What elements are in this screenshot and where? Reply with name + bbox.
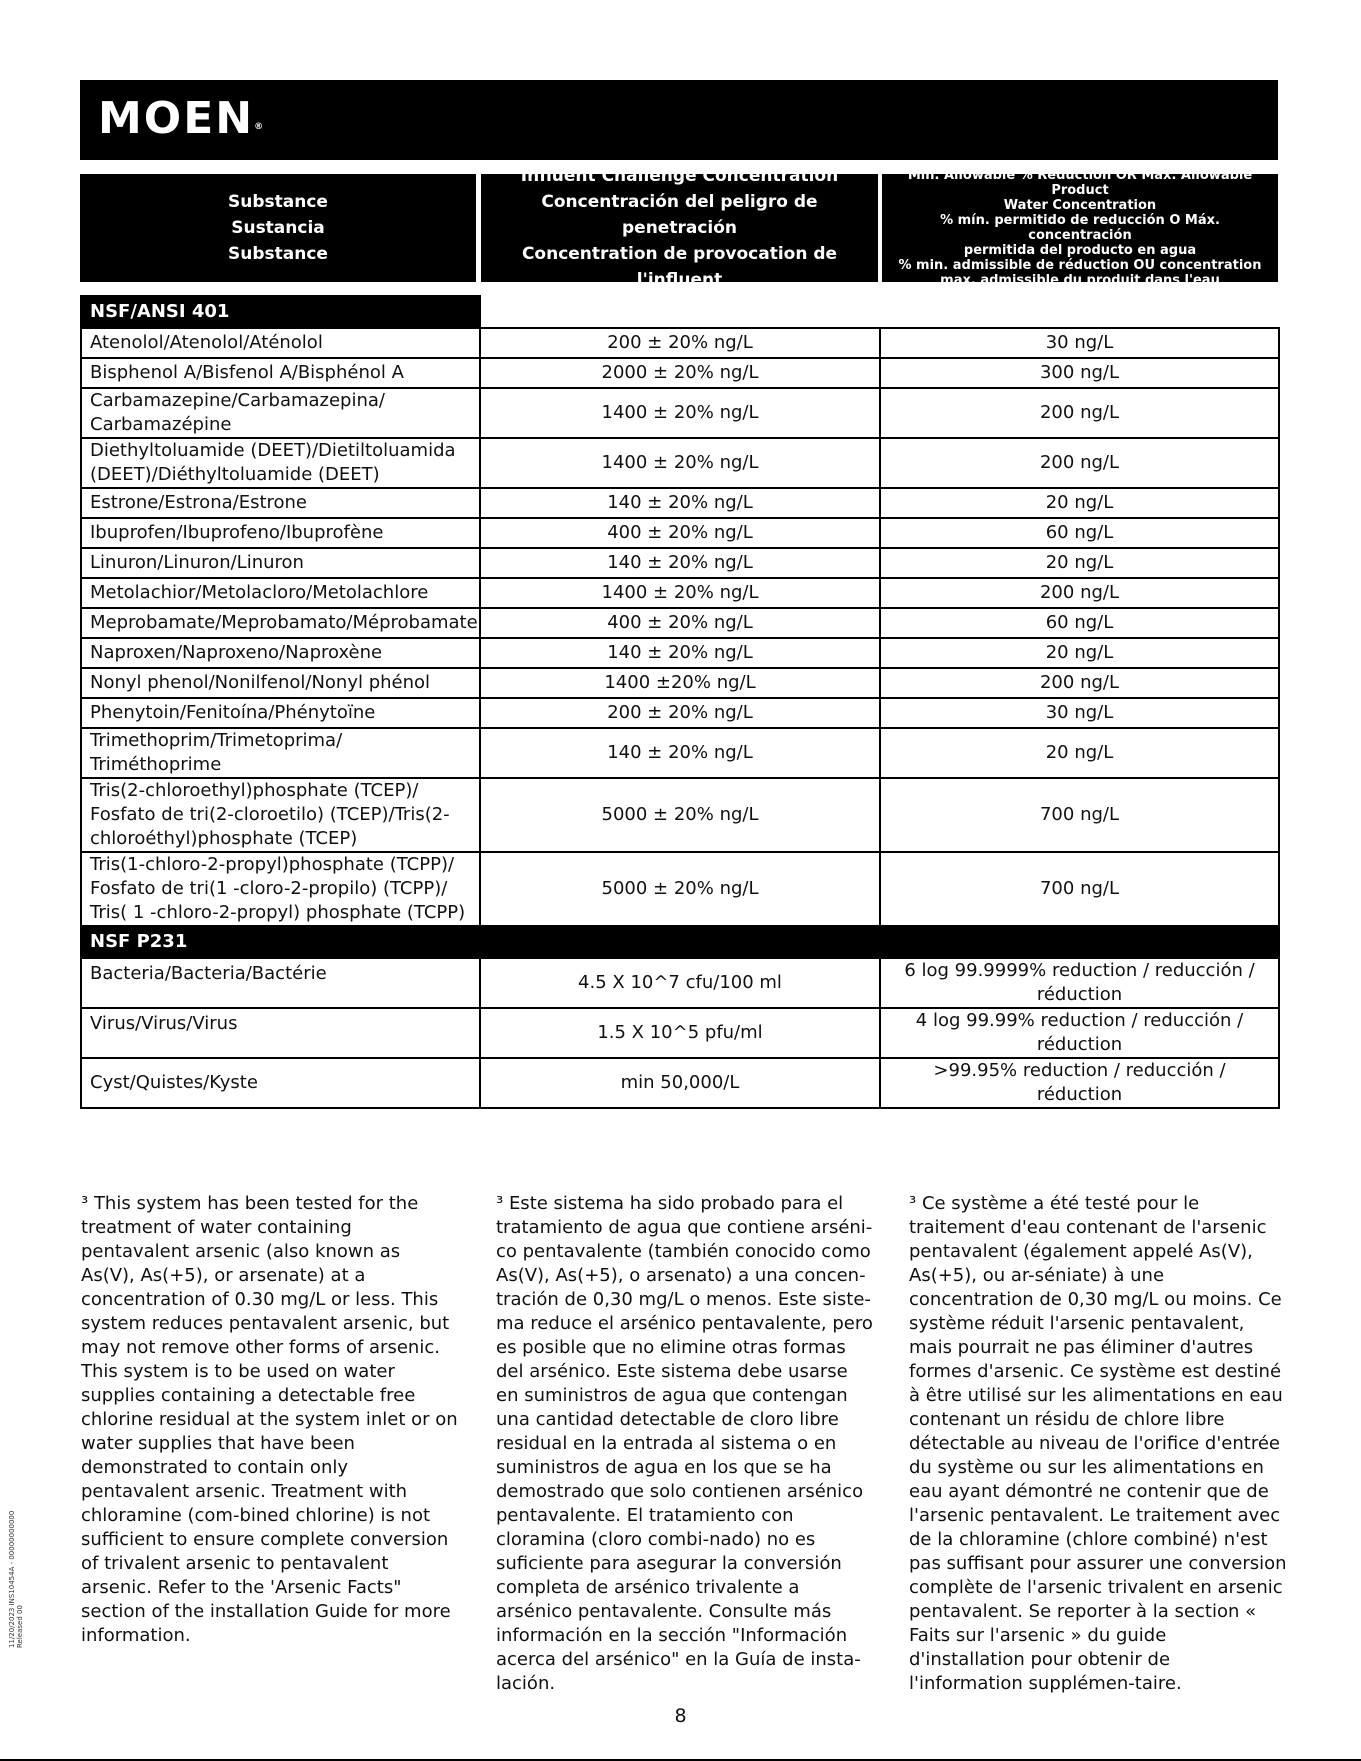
substance-cell — [81, 438, 480, 488]
max-concentration-cell — [880, 958, 1279, 1008]
influent-cell: 140 ± 20% ng/L — [480, 488, 880, 518]
influent-cell: 1400 ± 20% ng/L — [480, 438, 880, 488]
max-line: 20 ng/L — [1045, 642, 1114, 663]
influent-cell: min 50,000/L — [480, 1058, 880, 1108]
max-line: 30 ng/L — [1045, 332, 1114, 353]
max-line: 200 ng/L — [1039, 402, 1119, 423]
section-title: NSF/ANSI 401 — [81, 296, 480, 328]
max-line: réduction — [1036, 984, 1123, 1005]
max-line: 200 ng/L — [1039, 582, 1119, 603]
influent-cell: 200 ± 20% ng/L — [480, 698, 880, 728]
table-row — [81, 328, 1279, 358]
section-title-filler — [880, 296, 1279, 328]
substance-line: Nonyl phenol/Nonilfenol/Nonyl phénol — [90, 672, 431, 693]
max-concentration-cell — [880, 438, 1279, 488]
substance-line: Linuron/Linuron/Linuron — [90, 552, 304, 573]
document-code: 11/20/2023 INS10454A - 00000000000 Released 00 — [8, 1510, 24, 1648]
substance-line: Phenytoin/Fenitoína/Phénytoïne — [90, 702, 376, 723]
max-concentration-cell — [880, 728, 1279, 778]
max-concentration-cell — [880, 1058, 1279, 1108]
substance-line: Carbamazépine — [90, 414, 232, 435]
substance-line: Virus/Virus/Virus — [90, 1013, 238, 1034]
substance-cell — [81, 518, 480, 548]
substance-line: Trimethoprim/Trimetoprima/ — [90, 730, 343, 751]
substance-cell — [81, 1058, 480, 1108]
substance-cell — [81, 668, 480, 698]
substance-line: Tris(2-chloroethyl)phosphate (TCEP)/ — [90, 780, 419, 801]
substance-cell — [81, 728, 480, 778]
substance-line: Triméthoprime — [90, 754, 222, 775]
substance-line: Cyst/Quistes/Kyste — [90, 1072, 258, 1093]
max-concentration-cell — [880, 638, 1279, 668]
max-line: >99.95% reduction / reducción / réduction — [933, 1060, 1226, 1105]
influent-cell: 400 ± 20% ng/L — [480, 518, 880, 548]
influent-cell: 140 ± 20% ng/L — [480, 728, 880, 778]
max-line: 4 log 99.99% reduction / reducción / — [915, 1010, 1244, 1031]
table-row — [81, 698, 1279, 728]
max-concentration-cell — [880, 518, 1279, 548]
substance-line: Estrone/Estrona/Estrone — [90, 492, 308, 513]
max-concentration-cell — [880, 578, 1279, 608]
max-line: 300 ng/L — [1039, 362, 1119, 383]
header-substance: Substance Sustancia Substance — [80, 174, 476, 282]
max-concentration-cell — [880, 698, 1279, 728]
substance-line: Naproxen/Naproxeno/Naproxène — [90, 642, 383, 663]
table-row — [81, 668, 1279, 698]
note-spanish: ³ Este sistema ha sido probado para el tratamiento de agua que contiene arséni-co pentavalente (también conocido como As(V), As(+5), o arsenato) a una concen-tración de 0,30 mg/L o menos. Este siste-ma reduce el arsénico pentavalente, pero es posible que no elimine otras formas del arsénico. Este sistema debe usarse en suministros de agua que contengan una cantidad detectable de cloro libre residual en la entrada al sistema o en suministros de agua en los que se ha demostrado que solo contienen arsénico pentavalente. El tratamiento con cloramina (cloro combi-nado) no es suficiente para asegurar la conversión completa de arsénico trivalente a arsénico pentavalente. Consulte más información en la sección "Información acerca del arsénico" en la Guía de insta-lación. — [496, 1193, 873, 1694]
substance-line: Meprobamate/Meprobamato/Méprobamate — [90, 612, 478, 633]
substance-line: Atenolol/Atenolol/Aténolol — [90, 332, 323, 353]
section-title-filler — [880, 926, 1279, 958]
max-concentration-cell — [880, 548, 1279, 578]
max-concentration-cell — [880, 852, 1279, 926]
header-influent-concentration: Influent Challenge Concentration Concentración del peligro de penetración Concentration de provocation de l'influent — [481, 174, 878, 282]
substance-line: (DEET)/Diéthyltoluamide (DEET) — [90, 464, 380, 485]
substance-cell — [81, 328, 480, 358]
table-row — [81, 358, 1279, 388]
substance-line: Metolachior/Metolacloro/Metolachlore — [90, 582, 429, 603]
max-concentration-cell — [880, 778, 1279, 852]
max-concentration-cell — [880, 388, 1279, 438]
substance-line: Diethyltoluamide (DEET)/Dietiltoluamida — [90, 440, 456, 461]
section-header-row — [81, 296, 1279, 328]
substance-line: Tris(1-chloro-2-propyl)phosphate (TCPP)/ — [90, 854, 455, 875]
table-row — [81, 778, 1279, 852]
table-row — [81, 638, 1279, 668]
max-concentration-cell — [880, 488, 1279, 518]
max-line: réduction — [1036, 1034, 1123, 1055]
table-row — [81, 1058, 1279, 1108]
section-title-filler — [480, 926, 880, 958]
table-row — [81, 548, 1279, 578]
max-concentration-cell — [880, 608, 1279, 638]
substance-cell — [81, 608, 480, 638]
table-row — [81, 728, 1279, 778]
influent-cell: 1400 ±20% ng/L — [480, 668, 880, 698]
table-row — [81, 518, 1279, 548]
table-row — [81, 958, 1279, 1008]
max-line: 60 ng/L — [1045, 612, 1114, 633]
page-number: 8 — [674, 1705, 687, 1727]
substance-cell — [81, 358, 480, 388]
substance-cell — [81, 958, 480, 1008]
influent-cell: 1.5 X 10^5 pfu/ml — [480, 1008, 880, 1058]
substance-cell — [81, 698, 480, 728]
moen-logo: MOEN® — [98, 93, 264, 144]
max-line: 200 ng/L — [1039, 672, 1119, 693]
substance-cell — [81, 488, 480, 518]
performance-table — [80, 295, 1278, 1109]
substance-cell — [81, 852, 480, 926]
substance-line: chloroéthyl)phosphate (TCEP) — [90, 828, 358, 849]
table-row — [81, 488, 1279, 518]
max-line: 20 ng/L — [1045, 552, 1114, 573]
substance-line: Carbamazepine/Carbamazepina/ — [90, 390, 385, 411]
note-english: ³ This system has been tested for the treatment of water containing pentavalent arsenic (also known as As(V), As(+5), or arsenate) at a concentration of 0.30 mg/L or less. This system reduces pentavalent arsenic, but may not remove other forms of arsenic. This system is to be used on water supplies containing a detectable free chlorine residual at the system inlet or on water supplies that have been demonstrated to contain only pentavalent arsenic. Treatment with chloramine (com-bined chlorine) is not sufficient to ensure complete conversion of trivalent arsenic to pentavalent arsenic. Refer to the 'Arsenic Facts" section of the installation Guide for more information. — [81, 1193, 458, 1646]
section-header-row — [81, 926, 1279, 958]
influent-cell: 5000 ± 20% ng/L — [480, 852, 880, 926]
note-french: ³ Ce système a été testé pour le traitement d'eau contenant de l'arsenic pentavalent (également appelé As(V), As(+5), ou ar-séniate) à une concentration de 0,30 mg/L ou moins. Ce système réduit l'arsenic pentavalent, mais pourrait ne pas éliminer d'autres formes d'arsenic. Ce système est destiné à être utilisé sur les alimentations en eau contenant un résidu de chlore libre détectable au niveau de l'orifice d'entrée du système ou sur les alimentations en eau ayant démontré ne contenir que de l'arsenic pentavalent. Le traitement avec de la chloramine (chlore combiné) n'est pas suffisant pour assurer une conversion complète de l'arsenic trivalent en arsenic pentavalent. Se reporter à la section « Faits sur l'arsenic » du guide d'installation pour obtenir de l'information supplémen-taire. — [909, 1193, 1287, 1694]
section-title: NSF P231 — [81, 926, 480, 958]
section-title-filler — [480, 296, 880, 328]
table-row — [81, 438, 1279, 488]
substance-line: Bisphenol A/Bisfenol A/Bisphénol A — [90, 362, 404, 383]
table-row — [81, 852, 1279, 926]
substance-line: Tris( 1 -chloro-2-propyl) phosphate (TCPP) — [90, 902, 466, 923]
max-line: 200 ng/L — [1039, 452, 1119, 473]
header-max-concentration: Min. Allowable % Reduction OR Max. Allowable Product Water Concentration % mín. permitido de reducción O Máx. concentración permitida del producto en agua % min. admissible de réduction OU concentration max. admissible du produit dans l'eau — [882, 174, 1278, 282]
max-concentration-cell — [880, 668, 1279, 698]
influent-cell: 140 ± 20% ng/L — [480, 638, 880, 668]
substance-line: Fosfato de tri(1 -cloro-2-propilo) (TCPP)/ — [90, 878, 448, 899]
max-concentration-cell — [880, 328, 1279, 358]
max-concentration-cell — [880, 1008, 1279, 1058]
influent-cell: 200 ± 20% ng/L — [480, 328, 880, 358]
max-line: 60 ng/L — [1045, 522, 1114, 543]
max-concentration-cell — [880, 358, 1279, 388]
substance-line: Bacteria/Bacteria/Bactérie — [90, 963, 327, 984]
table-row — [81, 578, 1279, 608]
influent-cell: 4.5 X 10^7 cfu/100 ml — [480, 958, 880, 1008]
substance-cell — [81, 578, 480, 608]
influent-cell: 1400 ± 20% ng/L — [480, 388, 880, 438]
influent-cell: 140 ± 20% ng/L — [480, 548, 880, 578]
influent-cell: 2000 ± 20% ng/L — [480, 358, 880, 388]
max-line: 700 ng/L — [1039, 878, 1119, 899]
influent-cell: 400 ± 20% ng/L — [480, 608, 880, 638]
substance-cell — [81, 1008, 480, 1058]
max-line: 6 log 99.9999% reduction / reducción / — [904, 960, 1255, 981]
substance-line: Fosfato de tri(2-cloroetilo) (TCEP)/Tris(2- — [90, 804, 450, 825]
max-line: 30 ng/L — [1045, 702, 1114, 723]
influent-cell: 1400 ± 20% ng/L — [480, 578, 880, 608]
max-line: 700 ng/L — [1039, 804, 1119, 825]
substance-cell — [81, 638, 480, 668]
max-line: 20 ng/L — [1045, 742, 1114, 763]
influent-cell: 5000 ± 20% ng/L — [480, 778, 880, 852]
substance-line: Ibuprofen/Ibuprofeno/Ibuprofène — [90, 522, 384, 543]
substance-cell — [81, 548, 480, 578]
table-row — [81, 1008, 1279, 1058]
substance-cell — [81, 388, 480, 438]
substance-cell — [81, 778, 480, 852]
table-row — [81, 388, 1279, 438]
table-row — [81, 608, 1279, 638]
max-line: 20 ng/L — [1045, 492, 1114, 513]
